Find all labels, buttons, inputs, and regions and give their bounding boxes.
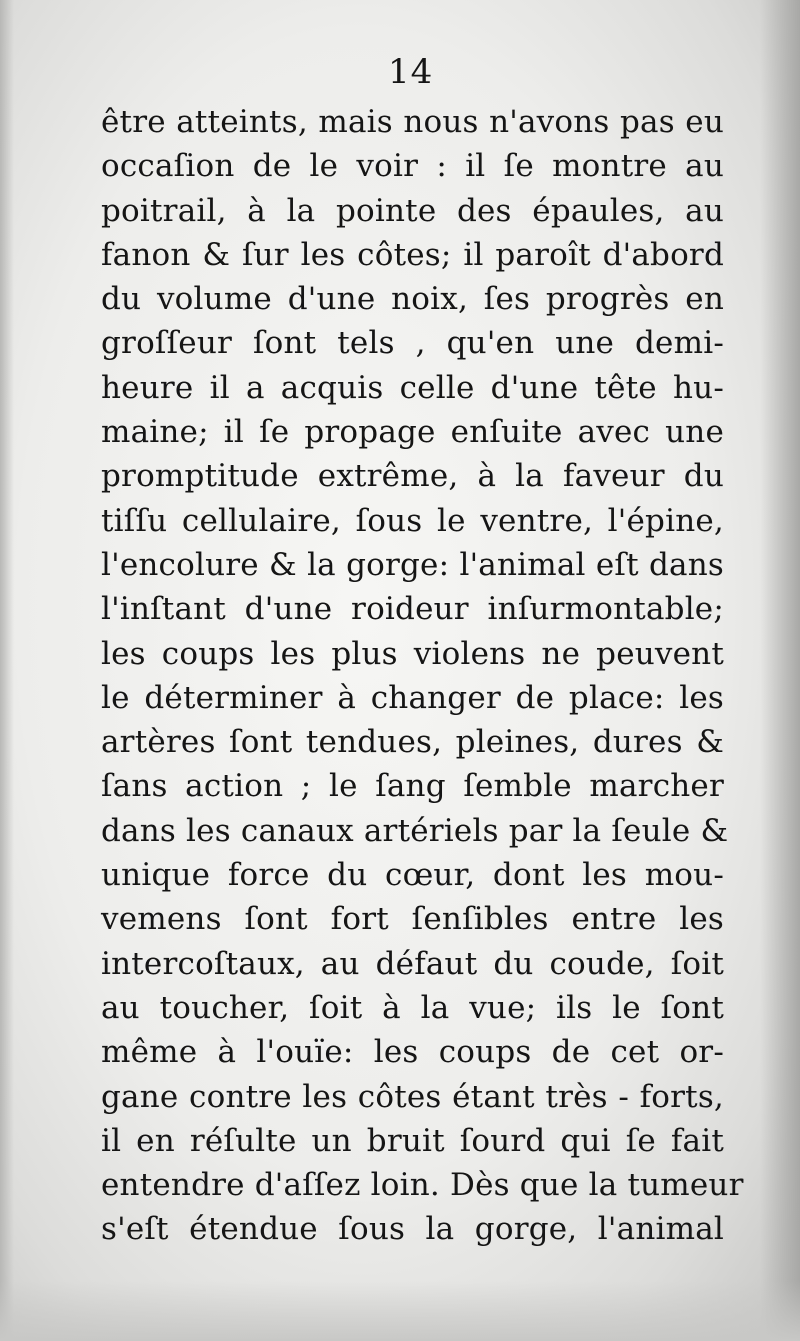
text-line: artères ſont tendues, pleines, dures &: [101, 724, 724, 761]
text-line: unique force du cœur, dont les mou-: [101, 857, 724, 894]
text-line: tiſſu cellulaire, ſous le ventre, l'épine,: [101, 502, 724, 539]
text-line: les coups les plus violens ne peuvent: [101, 635, 724, 672]
text-line: intercoſtaux, au défaut du coude, ſoit: [101, 945, 724, 982]
page-right-shadow: [760, 0, 800, 1341]
text-line: s'eſt étendue ſous la gorge, l'animal: [101, 1211, 724, 1248]
page-number: 14: [388, 52, 434, 92]
text-line: poitrail, à la pointe des épaules, au: [101, 192, 724, 229]
text-line: entendre d'aſſez loin. Dès que la tumeur: [101, 1167, 744, 1204]
text-line: ſans action ; le ſang ſemble marcher: [101, 768, 724, 805]
text-line: promptitude extrême, à la faveur du: [101, 458, 724, 495]
text-line: l'encolure & la gorge: l'animal eſt dans: [101, 546, 724, 583]
text-line: du volume d'une noix, ſes progrès en: [101, 281, 724, 318]
text-line: groſſeur ſont tels , qu'en une demi-: [101, 325, 724, 362]
page-left-shadow: [0, 0, 14, 1341]
body-text: [101, 100, 744, 1252]
text-line: même à l'ouïe: les coups de cet or-: [101, 1034, 724, 1071]
text-line: gane contre les côtes étant très - forts,: [101, 1078, 724, 1115]
page-bottom-shadow: [0, 1281, 800, 1341]
text-line: heure il a acquis celle d'une tête hu-: [101, 369, 724, 406]
text-line: l'inſtant d'une roideur inſurmontable;: [101, 591, 724, 628]
text-line: maine; il ſe propage enſuite avec une: [101, 414, 724, 451]
text-line: vemens ſont fort ſenſibles entre les: [101, 901, 724, 938]
text-line: être atteints, mais nous n'avons pas eu: [101, 104, 724, 140]
text-line: dans les canaux artériels par la ſeule &: [101, 812, 729, 849]
text-line: occaſion de le voir : il ſe montre au: [101, 148, 724, 185]
text-line: il en réſulte un bruit ſourd qui ſe fait: [101, 1122, 724, 1159]
text-line: fanon & ſur les côtes; il paroît d'abord: [101, 236, 724, 273]
text-line: au toucher, ſoit à la vue; ils le ſont: [101, 989, 724, 1026]
text-line: le déterminer à changer de place: les: [101, 679, 724, 716]
